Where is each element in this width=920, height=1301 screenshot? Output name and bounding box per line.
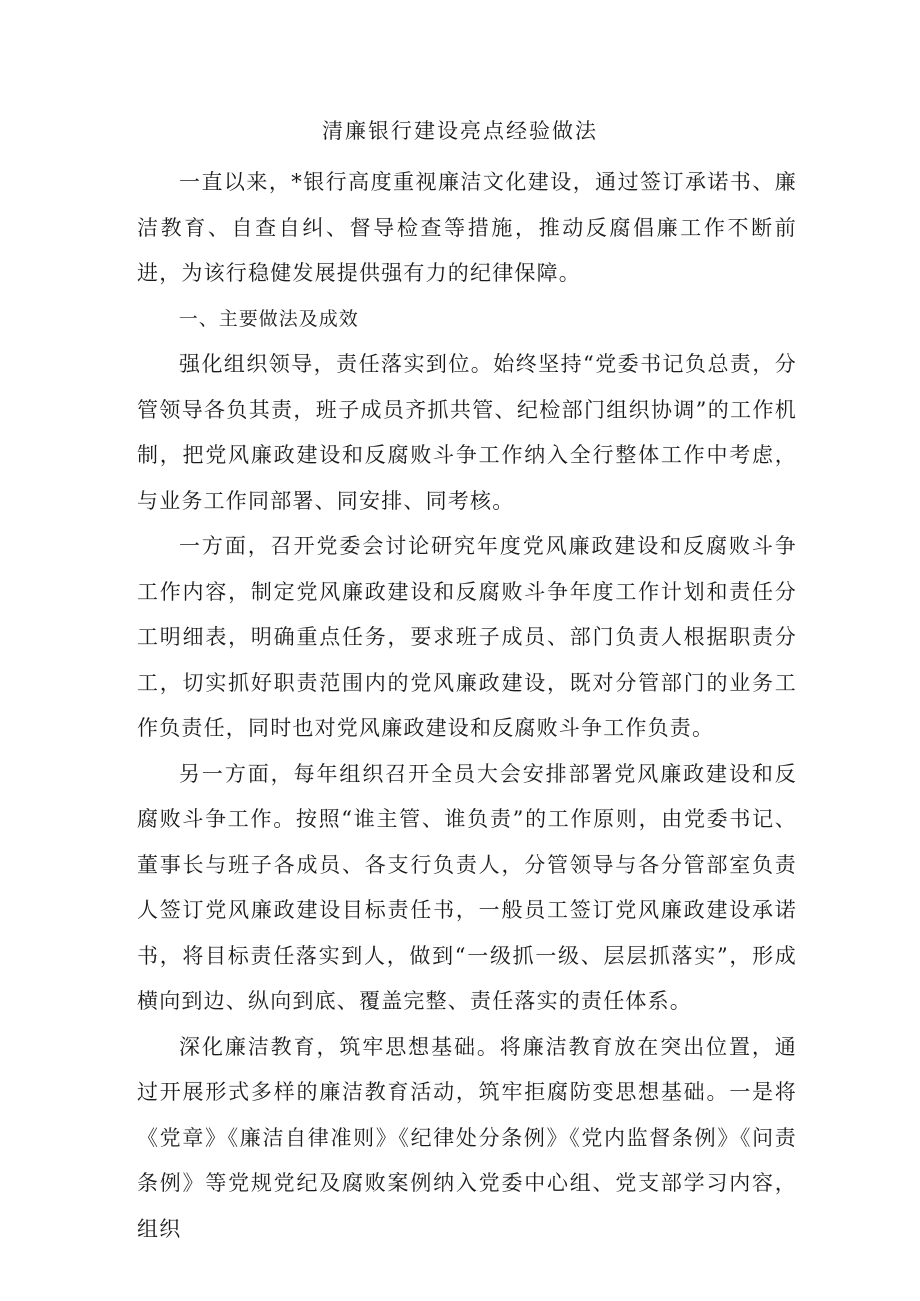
document-title: 清廉银行建设亮点经验做法 [322,119,598,143]
document-body [137,160,797,1252]
body-paragraph: 另一方面，每年组织召开全员大会安排部署党风廉政建设和反腐败斗争工作。按照“谁主管、谁负责”的工作原则，由党委书记、董事长与班子各成员、各支行负责人，分管领导与各分管部室负责人签订党风廉政建设目标责任书，一般员工签订党风廉政建设承诺书，将目标责任落实到人，做到“一级抓一级、层层抓落实”，形成横向到边、纵向到底、覆盖完整、责任落实的责任体系。 [137,761,797,1013]
section-heading: 一、主要做法及成效 [178,307,359,330]
body-paragraph: 强化组织领导，责任落实到位。始终坚持“党委书记负总责，分管领导各负其责，班子成员齐抓共管、纪检部门组织协调”的工作机制，把党风廉政建设和反腐败斗争工作纳入全行整体工作中考虑，与业务工作同部署、同安排、同考核。 [137,352,797,513]
intro-paragraph: 一直以来，*银行高度重视廉洁文化建设，通过签订承诺书、廉洁教育、自查自纠、督导检查等措施，推动反腐倡廉工作不断前进，为该行稳健发展提供强有力的纪律保障。 [137,170,797,285]
body-paragraph: 一方面，召开党委会讨论研究年度党风廉政建设和反腐败斗争工作内容，制定党风廉政建设和反腐败斗争年度工作计划和责任分工明细表，明确重点任务，要求班子成员、部门负责人根据职责分工，切实抓好职责范围内的党风廉政建设，既对分管部门的业务工作负责任，同时也对党风廉政建设和反腐败斗争工作负责。 [137,534,797,740]
body-paragraph: 深化廉洁教育，筑牢思想基础。将廉洁教育放在突出位置，通过开展形式多样的廉洁教育活动，筑牢拒腐防变思想基础。一是将《党章》《廉洁自律准则》《纪律处分条例》《党内监督条例》《问责条例》等党规党纪及腐败案例纳入党委中心组、党支部学习内容，组织 [137,1034,797,1241]
